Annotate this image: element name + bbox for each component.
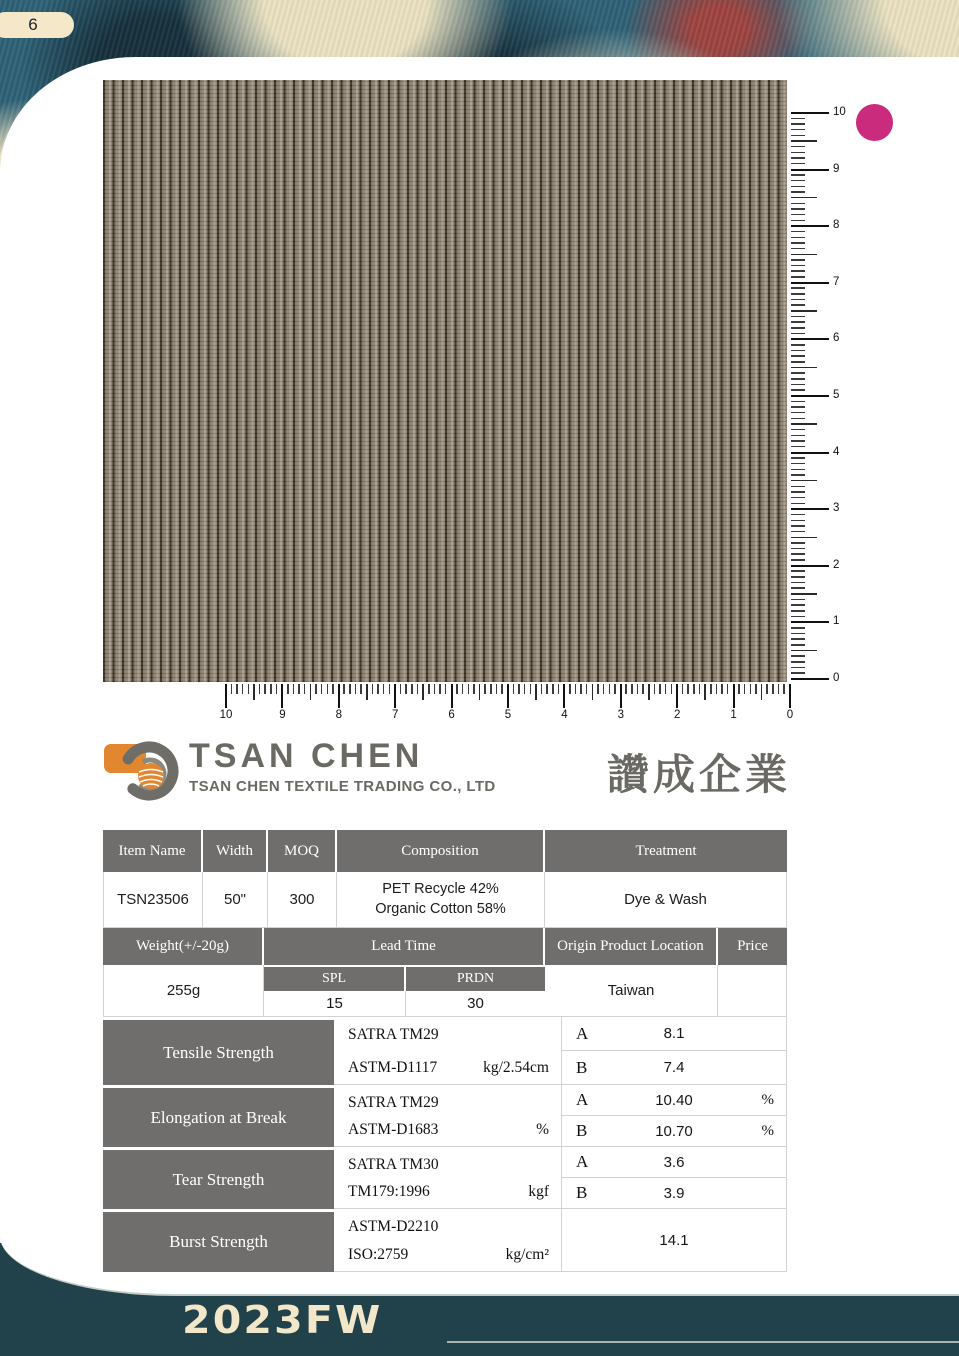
test-row-tensile — [103, 1017, 787, 1085]
horizontal-ruler-label: 0 — [786, 709, 794, 721]
horizontal-ruler-label: 5 — [504, 709, 512, 721]
test-values — [562, 1147, 787, 1209]
page-number: 6 — [28, 15, 38, 34]
spec-header-row-1 — [103, 830, 787, 872]
horizontal-ruler-label: 10 — [219, 709, 233, 721]
brand-text — [189, 733, 496, 795]
brand-subtitle: TSAN CHEN TEXTILE TRADING CO., LTD — [189, 778, 496, 795]
test-method-line-2: ISO:2759 — [348, 1246, 409, 1263]
horizontal-ruler-label: 6 — [448, 709, 455, 721]
test-values — [562, 1209, 787, 1272]
prdn-value: 30 — [406, 991, 545, 1017]
spl-value: 15 — [264, 991, 406, 1017]
sample-letter: A — [576, 1090, 589, 1109]
vertical-ruler-label: 3 — [833, 502, 840, 515]
color-dot — [856, 104, 893, 141]
prdn-header: PRDN — [406, 965, 545, 991]
sample-unit: % — [761, 1091, 774, 1108]
test-unit: kg/cm² — [505, 1246, 549, 1263]
col-header-moq: MOQ — [268, 830, 337, 872]
test-name: Tear Strength — [103, 1147, 334, 1209]
sample-value: 3.9 — [663, 1184, 685, 1202]
vertical-ruler-label: 2 — [833, 558, 840, 571]
sample-value: 10.70 — [655, 1122, 693, 1140]
sample-letter: B — [576, 1057, 588, 1077]
vertical-ruler-label: 9 — [833, 162, 840, 175]
test-value-row — [562, 1209, 786, 1271]
test-method-line-2: TM179:1996 — [348, 1183, 430, 1200]
weight-value: 255g — [103, 965, 264, 1017]
test-method-line-2: ASTM-D1117 — [348, 1059, 438, 1076]
col-header-composition: Composition — [337, 830, 545, 872]
test-method-line-1: SATRA TM29 — [348, 1094, 439, 1111]
spec-table — [103, 830, 787, 1272]
horizontal-ruler-label: 2 — [673, 709, 681, 721]
sample-letter: A — [576, 1152, 589, 1171]
test-method — [334, 1017, 562, 1085]
test-values — [562, 1085, 787, 1147]
brand-chinese-name: 讚成企業 — [607, 750, 792, 799]
sample-value: 3.6 — [663, 1153, 685, 1171]
test-value-row — [562, 1050, 786, 1084]
test-value-row — [562, 1177, 786, 1208]
sample-value: 7.4 — [663, 1059, 685, 1076]
test-value-row — [562, 1115, 786, 1146]
spec-data-row-2 — [103, 965, 787, 1017]
brand-block — [103, 733, 496, 803]
sample-letter: B — [576, 1183, 588, 1202]
test-values — [562, 1017, 787, 1085]
vertical-ruler-label: 6 — [833, 332, 840, 345]
spl-header: SPL — [264, 965, 406, 991]
test-unit: % — [536, 1121, 549, 1138]
test-row-tear — [103, 1147, 787, 1209]
test-name: Elongation at Break — [103, 1085, 334, 1147]
lead-time-values — [264, 991, 545, 1017]
vertical-ruler-label: 8 — [833, 219, 840, 232]
footer-rule-line — [447, 1341, 959, 1343]
price-value — [718, 965, 787, 1017]
test-value-row — [562, 1017, 786, 1050]
col-header-weight: Weight(+/-20g) — [103, 928, 264, 965]
horizontal-ruler-label: 9 — [279, 709, 286, 721]
vertical-ruler-label: 1 — [833, 615, 840, 628]
test-method — [334, 1147, 562, 1209]
col-header-price: Price — [718, 928, 787, 965]
test-value-row — [562, 1085, 786, 1115]
composition-value — [337, 872, 545, 928]
vertical-ruler-label: 10 — [833, 106, 846, 118]
sample-value: 10.40 — [655, 1091, 693, 1109]
test-row-burst — [103, 1209, 787, 1272]
horizontal-ruler-label: 7 — [391, 709, 399, 721]
test-value-row — [562, 1147, 786, 1177]
vertical-ruler-label: 4 — [833, 445, 840, 458]
test-name: Burst Strength — [103, 1209, 334, 1272]
col-header-width: Width — [203, 830, 268, 872]
vertical-ruler — [791, 106, 853, 684]
vertical-ruler-label: 0 — [833, 672, 840, 684]
origin-value: Taiwan — [545, 965, 718, 1017]
moq-value: 300 — [268, 872, 337, 928]
sample-value: 8.1 — [663, 1025, 685, 1042]
composition-line-2: Organic Cotton 58% — [375, 900, 506, 917]
test-unit: kgf — [528, 1183, 549, 1200]
lead-time-subheaders — [264, 965, 545, 991]
fabric-swatch-image — [103, 80, 787, 682]
sample-value: 14.1 — [659, 1231, 689, 1249]
horizontal-ruler-label: 4 — [561, 709, 568, 721]
composition-line-1: PET Recycle 42% — [382, 881, 499, 898]
test-row-elongation — [103, 1085, 787, 1147]
sample-letter: B — [576, 1121, 588, 1140]
horizontal-ruler — [219, 684, 794, 722]
sample-unit: % — [761, 1122, 774, 1139]
page-number-badge — [0, 12, 74, 38]
vertical-ruler-label: 5 — [833, 389, 840, 401]
horizontal-ruler-label: 3 — [617, 709, 624, 721]
test-method-line-1: ASTM-D2210 — [348, 1218, 439, 1235]
season-logo: 2023FW — [182, 1298, 383, 1342]
brand-name: TSAN CHEN — [189, 737, 424, 775]
sample-letter: A — [576, 1023, 589, 1043]
col-header-origin: Origin Product Location — [545, 928, 718, 965]
lead-time-block — [264, 965, 545, 1017]
test-method — [334, 1209, 562, 1272]
treatment-value: Dye & Wash — [545, 872, 787, 928]
horizontal-ruler-label: 1 — [730, 709, 737, 721]
width-value: 50" — [203, 872, 268, 928]
col-header-item-name: Item Name — [103, 830, 203, 872]
test-method-line-1: SATRA TM29 — [348, 1026, 439, 1043]
test-method-line-1: SATRA TM30 — [348, 1156, 439, 1173]
item-name-value: TSN23506 — [103, 872, 203, 928]
vertical-ruler-label: 7 — [833, 275, 840, 288]
tsan-chen-logo-icon — [103, 733, 181, 803]
test-method-line-2: ASTM-D1683 — [348, 1121, 439, 1138]
test-name: Tensile Strength — [103, 1017, 334, 1085]
col-header-lead-time: Lead Time — [264, 928, 545, 965]
test-method — [334, 1085, 562, 1147]
spec-header-row-2 — [103, 928, 787, 965]
test-unit: kg/2.54cm — [483, 1059, 549, 1076]
spec-data-row-1 — [103, 872, 787, 928]
col-header-treatment: Treatment — [545, 830, 787, 872]
horizontal-ruler-label: 8 — [335, 709, 342, 721]
